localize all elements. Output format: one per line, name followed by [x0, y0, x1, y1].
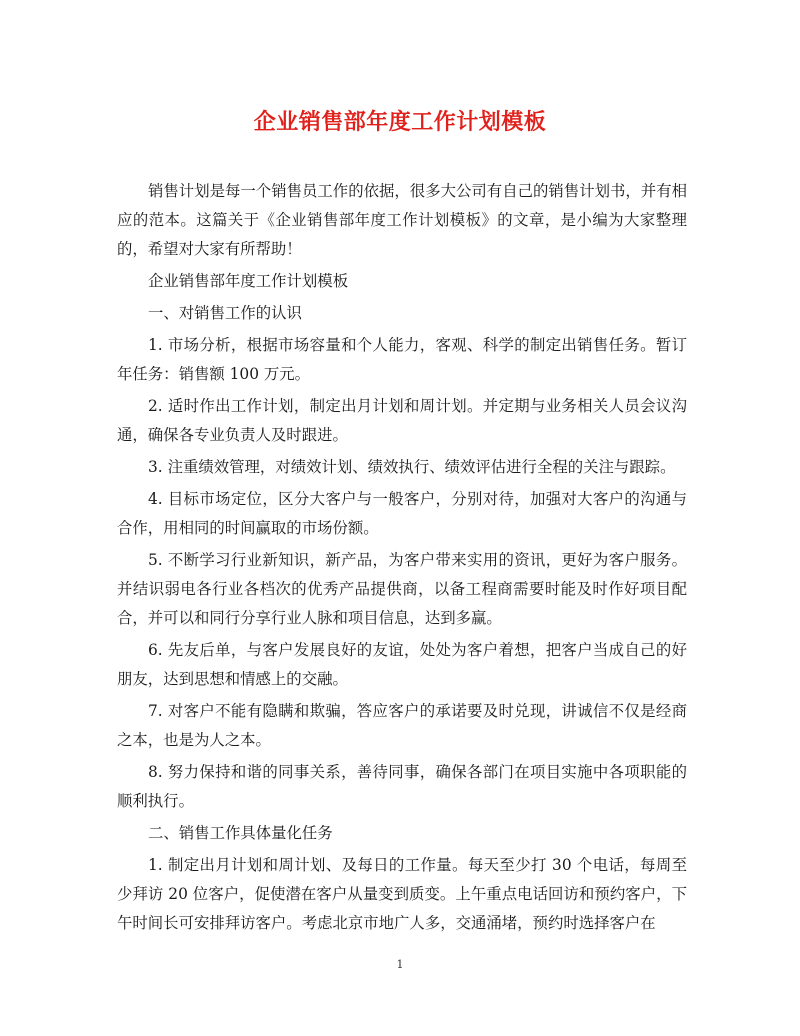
list-item: 8. 努力保持和谐的同事关系，善待同事，确保各部门在项目实施中各项职能的顺利执行。 [117, 763, 687, 810]
list-item: 3. 注重绩效管理，对绩效计划、绩效执行、绩效评估进行全程的关注与跟踪。 [148, 458, 676, 476]
list-item: 1. 制定出月计划和周计划、及每日的工作量。每天至少打 30 个电话，每周至少拜访 20 位客户，促使潜在客户从量变到质变。上午重点电话回访和预约客户，下午时间长可安排拜访客户。考虑北京市地广人多，交通涌堵，预约时选择客户在 [117, 856, 687, 932]
document-title: 企业销售部年度工作计划模板 [253, 110, 547, 135]
list-item: 2. 适时作出工作计划，制定出月计划和周计划。并定期与业务相关人员会议沟通，确保各专业负责人及时跟进。 [117, 397, 687, 444]
intro-paragraph: 销售计划是每一个销售员工作的依据，很多大公司有自己的销售计划书，并有相应的范本。这篇关于《企业销售部年度工作计划模板》的文章，是小编为大家整理的，希望对大家有所帮助！ [117, 182, 687, 258]
section-heading-1: 一、对销售工作的认识 [148, 304, 302, 322]
page-number: 1 [396, 958, 404, 971]
subtitle-paragraph: 企业销售部年度工作计划模板 [148, 272, 349, 290]
list-item: 4. 目标市场定位，区分大客户与一般客户，分别对待，加强对大客户的沟通与合作，用相同的时间赢取的市场份额。 [117, 490, 687, 537]
list-item: 7. 对客户不能有隐瞒和欺骗，答应客户的承诺要及时兑现，讲诚信不仅是经商之本，也是为人之本。 [117, 702, 687, 749]
list-item: 1. 市场分析，根据市场容量和个人能力，客观、科学的制定出销售任务。暂订年任务：销售额 100 万元。 [117, 336, 687, 383]
document-body [117, 177, 687, 941]
list-item: 6. 先友后单，与客户发展良好的友谊，处处为客户着想，把客户当成自己的好朋友，达到思想和情感上的交融。 [117, 641, 687, 688]
section-heading-2: 二、销售工作具体量化任务 [148, 824, 333, 842]
list-item: 5. 不断学习行业新知识，新产品，为客户带来实用的资讯，更好为客户服务。并结识弱电各行业各档次的优秀产品提供商，以备工程商需要时能及时作好项目配合，并可以和同行分享行业人脉和项目信息，达到多赢。 [117, 551, 687, 627]
